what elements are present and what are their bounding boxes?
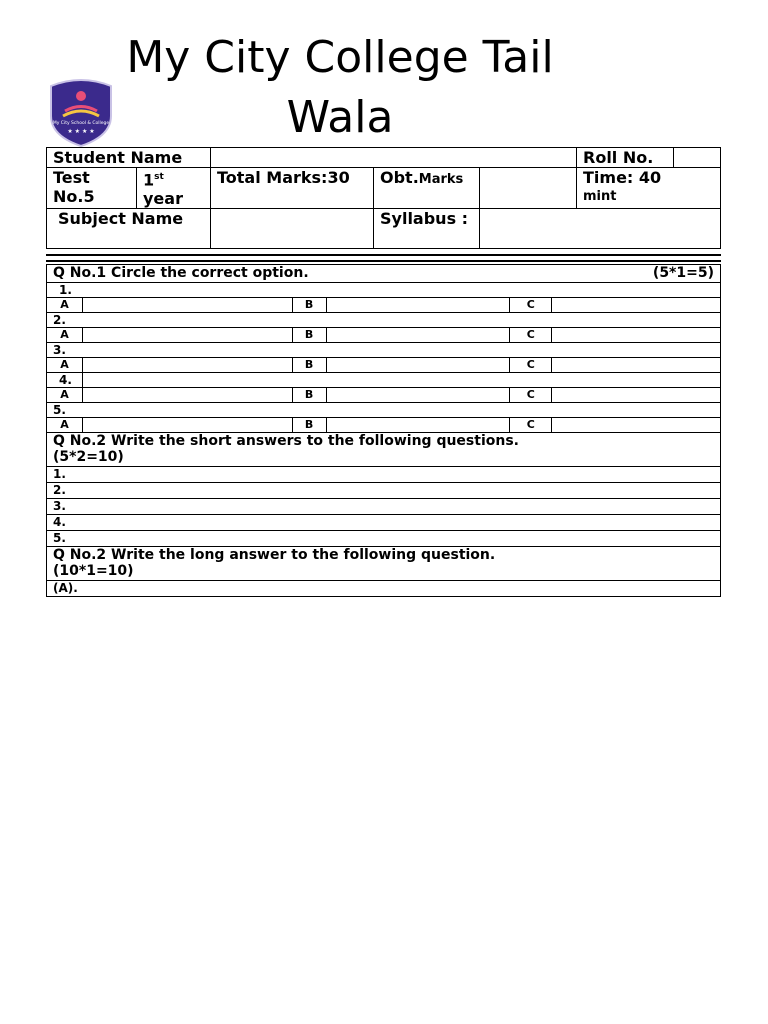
- syllabus-field[interactable]: [480, 209, 721, 249]
- q1-item: 3.: [47, 343, 721, 358]
- option-c-field[interactable]: [552, 418, 721, 433]
- options-row: [47, 358, 721, 373]
- q1-marks: (5*1=5): [652, 265, 714, 281]
- option-b-field[interactable]: [326, 328, 510, 343]
- option-b-label: B: [292, 388, 326, 403]
- option-b-field[interactable]: [326, 298, 510, 313]
- subject-name-field[interactable]: [211, 209, 374, 249]
- option-c-label: C: [510, 388, 552, 403]
- option-c-label: C: [510, 328, 552, 343]
- option-a-label: A: [47, 418, 83, 433]
- option-a-field[interactable]: [82, 328, 292, 343]
- option-b-field[interactable]: [326, 418, 510, 433]
- subject-name-label: Subject Name: [47, 209, 211, 249]
- options-row: [47, 418, 721, 433]
- double-divider: [46, 254, 721, 262]
- option-b-label: B: [292, 358, 326, 373]
- roll-no-label: Roll No.: [577, 148, 674, 168]
- student-info-table: [46, 147, 721, 249]
- option-b-label: B: [292, 418, 326, 433]
- option-c-field[interactable]: [552, 388, 721, 403]
- option-c-field[interactable]: [552, 358, 721, 373]
- q1-item-field[interactable]: [82, 373, 720, 388]
- q3-answer-line[interactable]: (A).: [47, 581, 721, 597]
- q1-heading: Q No.1 Circle the correct option. (5*1=5): [47, 265, 721, 283]
- option-b-field[interactable]: [326, 358, 510, 373]
- option-c-label: C: [510, 358, 552, 373]
- options-row: [47, 328, 721, 343]
- q2-marks: (5*2=10): [53, 449, 124, 465]
- option-a-field[interactable]: [82, 358, 292, 373]
- svg-text:★ ★ ★ ★: ★ ★ ★ ★: [67, 128, 95, 135]
- option-a-label: A: [47, 388, 83, 403]
- logo-text: My City School & College: [52, 121, 110, 126]
- roll-no-field[interactable]: [674, 148, 721, 168]
- time-label: Time: 40 mint: [577, 168, 721, 209]
- option-c-field[interactable]: [552, 298, 721, 313]
- option-c-label: C: [510, 418, 552, 433]
- option-a-field[interactable]: [82, 388, 292, 403]
- q2-answer-line[interactable]: 2.: [47, 483, 721, 499]
- option-b-label: B: [292, 298, 326, 313]
- option-a-label: A: [47, 358, 83, 373]
- total-marks-label: Total Marks:30: [211, 168, 374, 209]
- q3-marks: (10*1=10): [53, 563, 134, 579]
- option-c-label: C: [510, 298, 552, 313]
- option-a-label: A: [47, 298, 83, 313]
- q2-answer-line[interactable]: 5.: [47, 531, 721, 547]
- option-b-field[interactable]: [326, 388, 510, 403]
- obt-marks-label: Obt.Marks: [374, 168, 480, 209]
- year-label: 1st year: [137, 168, 211, 209]
- test-no-label: Test No.5: [47, 168, 137, 209]
- q1-item: 1.: [47, 283, 721, 298]
- q2-answer-line[interactable]: 3.: [47, 499, 721, 515]
- option-a-field[interactable]: [82, 418, 292, 433]
- college-logo-icon: [45, 76, 117, 148]
- options-row: [47, 298, 721, 313]
- q2-answer-line[interactable]: 4.: [47, 515, 721, 531]
- q2-heading: Q No.2 Write the short answers to the following questions. (5*2=10): [47, 433, 721, 467]
- q2-answer-line[interactable]: 1.: [47, 467, 721, 483]
- option-c-field[interactable]: [552, 328, 721, 343]
- questions-table: [46, 264, 721, 597]
- option-b-label: B: [292, 328, 326, 343]
- q1-item: 5.: [47, 403, 721, 418]
- college-title: My City College Tail Wala: [126, 32, 554, 143]
- syllabus-label: Syllabus :: [374, 209, 480, 249]
- student-name-label: Student Name: [47, 148, 211, 168]
- obt-marks-field[interactable]: [480, 168, 577, 209]
- option-a-label: A: [47, 328, 83, 343]
- option-a-field[interactable]: [82, 298, 292, 313]
- student-name-field[interactable]: [211, 148, 577, 168]
- q1-item: 2.: [47, 313, 721, 328]
- q3-heading: Q No.2 Write the long answer to the following question. (10*1=10): [47, 547, 721, 581]
- q1-item: 4.: [47, 373, 83, 388]
- options-row: [47, 388, 721, 403]
